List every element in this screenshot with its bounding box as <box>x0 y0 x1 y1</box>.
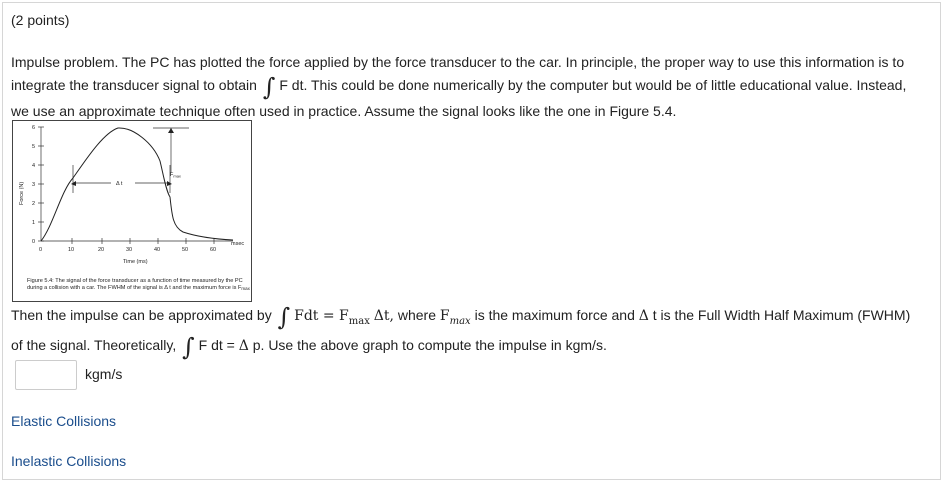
delta-t-label: Δ t <box>116 181 123 187</box>
intro-line-2-start: integrate the transducer signal to obtain <box>11 77 257 93</box>
fmax-label: $F_{max}$ <box>170 172 181 179</box>
y-tick-1: 1 <box>32 220 36 226</box>
y-tick-3: 3 <box>32 182 36 188</box>
y-tick-4: 4 <box>32 163 36 169</box>
x-tick-0: 0 <box>39 247 43 253</box>
x-axis-label: Time (ms) <box>123 259 148 265</box>
y-axis-label: Force (N) <box>19 181 25 205</box>
intro-line-2 <box>11 73 907 101</box>
force-time-plot <box>13 121 251 273</box>
x-tick-40: 40 <box>154 247 161 253</box>
x-tick-60: 60 <box>210 247 217 253</box>
impulse-answer-input[interactable] <box>15 360 77 390</box>
intro-line-1: Impulse problem. The PC has plotted the force applied by the force transducer to the car. In principle, the proper way to use this information is to <box>11 54 905 70</box>
x-tick-20: 20 <box>98 247 105 253</box>
units-label: kgm/s <box>85 366 123 382</box>
figure-caption: Figure 5.4: The signal of the force transducer as a function of time measured by the PC during a collision with a car. The FWHM of the signal is Δ t and the maximum force is Fmax <box>27 278 250 291</box>
y-tick-2: 2 <box>32 201 36 207</box>
integral-symbol: ∫ <box>182 333 195 361</box>
elastic-collisions-link[interactable]: Elastic Collisions <box>11 413 117 429</box>
integral-symbol: ∫ <box>277 303 291 331</box>
figure-5-4 <box>12 120 252 302</box>
x-tick-30: 30 <box>126 247 133 253</box>
y-tick-5: 5 <box>32 144 36 150</box>
integral-symbol: ∫ <box>262 73 276 101</box>
intro-line-2-end: F dt. This could be done numerically by the computer but would be of little educational value. Instead, <box>279 77 907 93</box>
approximation-line: Then the impulse can be approximated by ∫ Fdt = $F_{max}$ Δt, where $F_{max}$ is the maximum force and Δ t is the Full Width Half Maximum (FWHM) <box>11 303 911 331</box>
y-tick-0: 0 <box>32 239 36 245</box>
unit-label: msec <box>231 241 245 247</box>
intro-line-3: we use an approximate technique often used in practice. Assume the signal looks like the one in Figure 5.4. <box>11 103 677 119</box>
points-label: (2 points) <box>11 12 70 28</box>
theoretical-line: of the signal. Theoretically, ∫ F dt = Δ p. Use the above graph to compute the impulse in kgm/s. <box>11 333 607 361</box>
x-tick-10: 10 <box>68 247 75 253</box>
y-tick-6: 6 <box>32 125 36 131</box>
inelastic-collisions-link[interactable]: Inelastic Collisions <box>11 453 127 469</box>
x-tick-50: 50 <box>182 247 189 253</box>
